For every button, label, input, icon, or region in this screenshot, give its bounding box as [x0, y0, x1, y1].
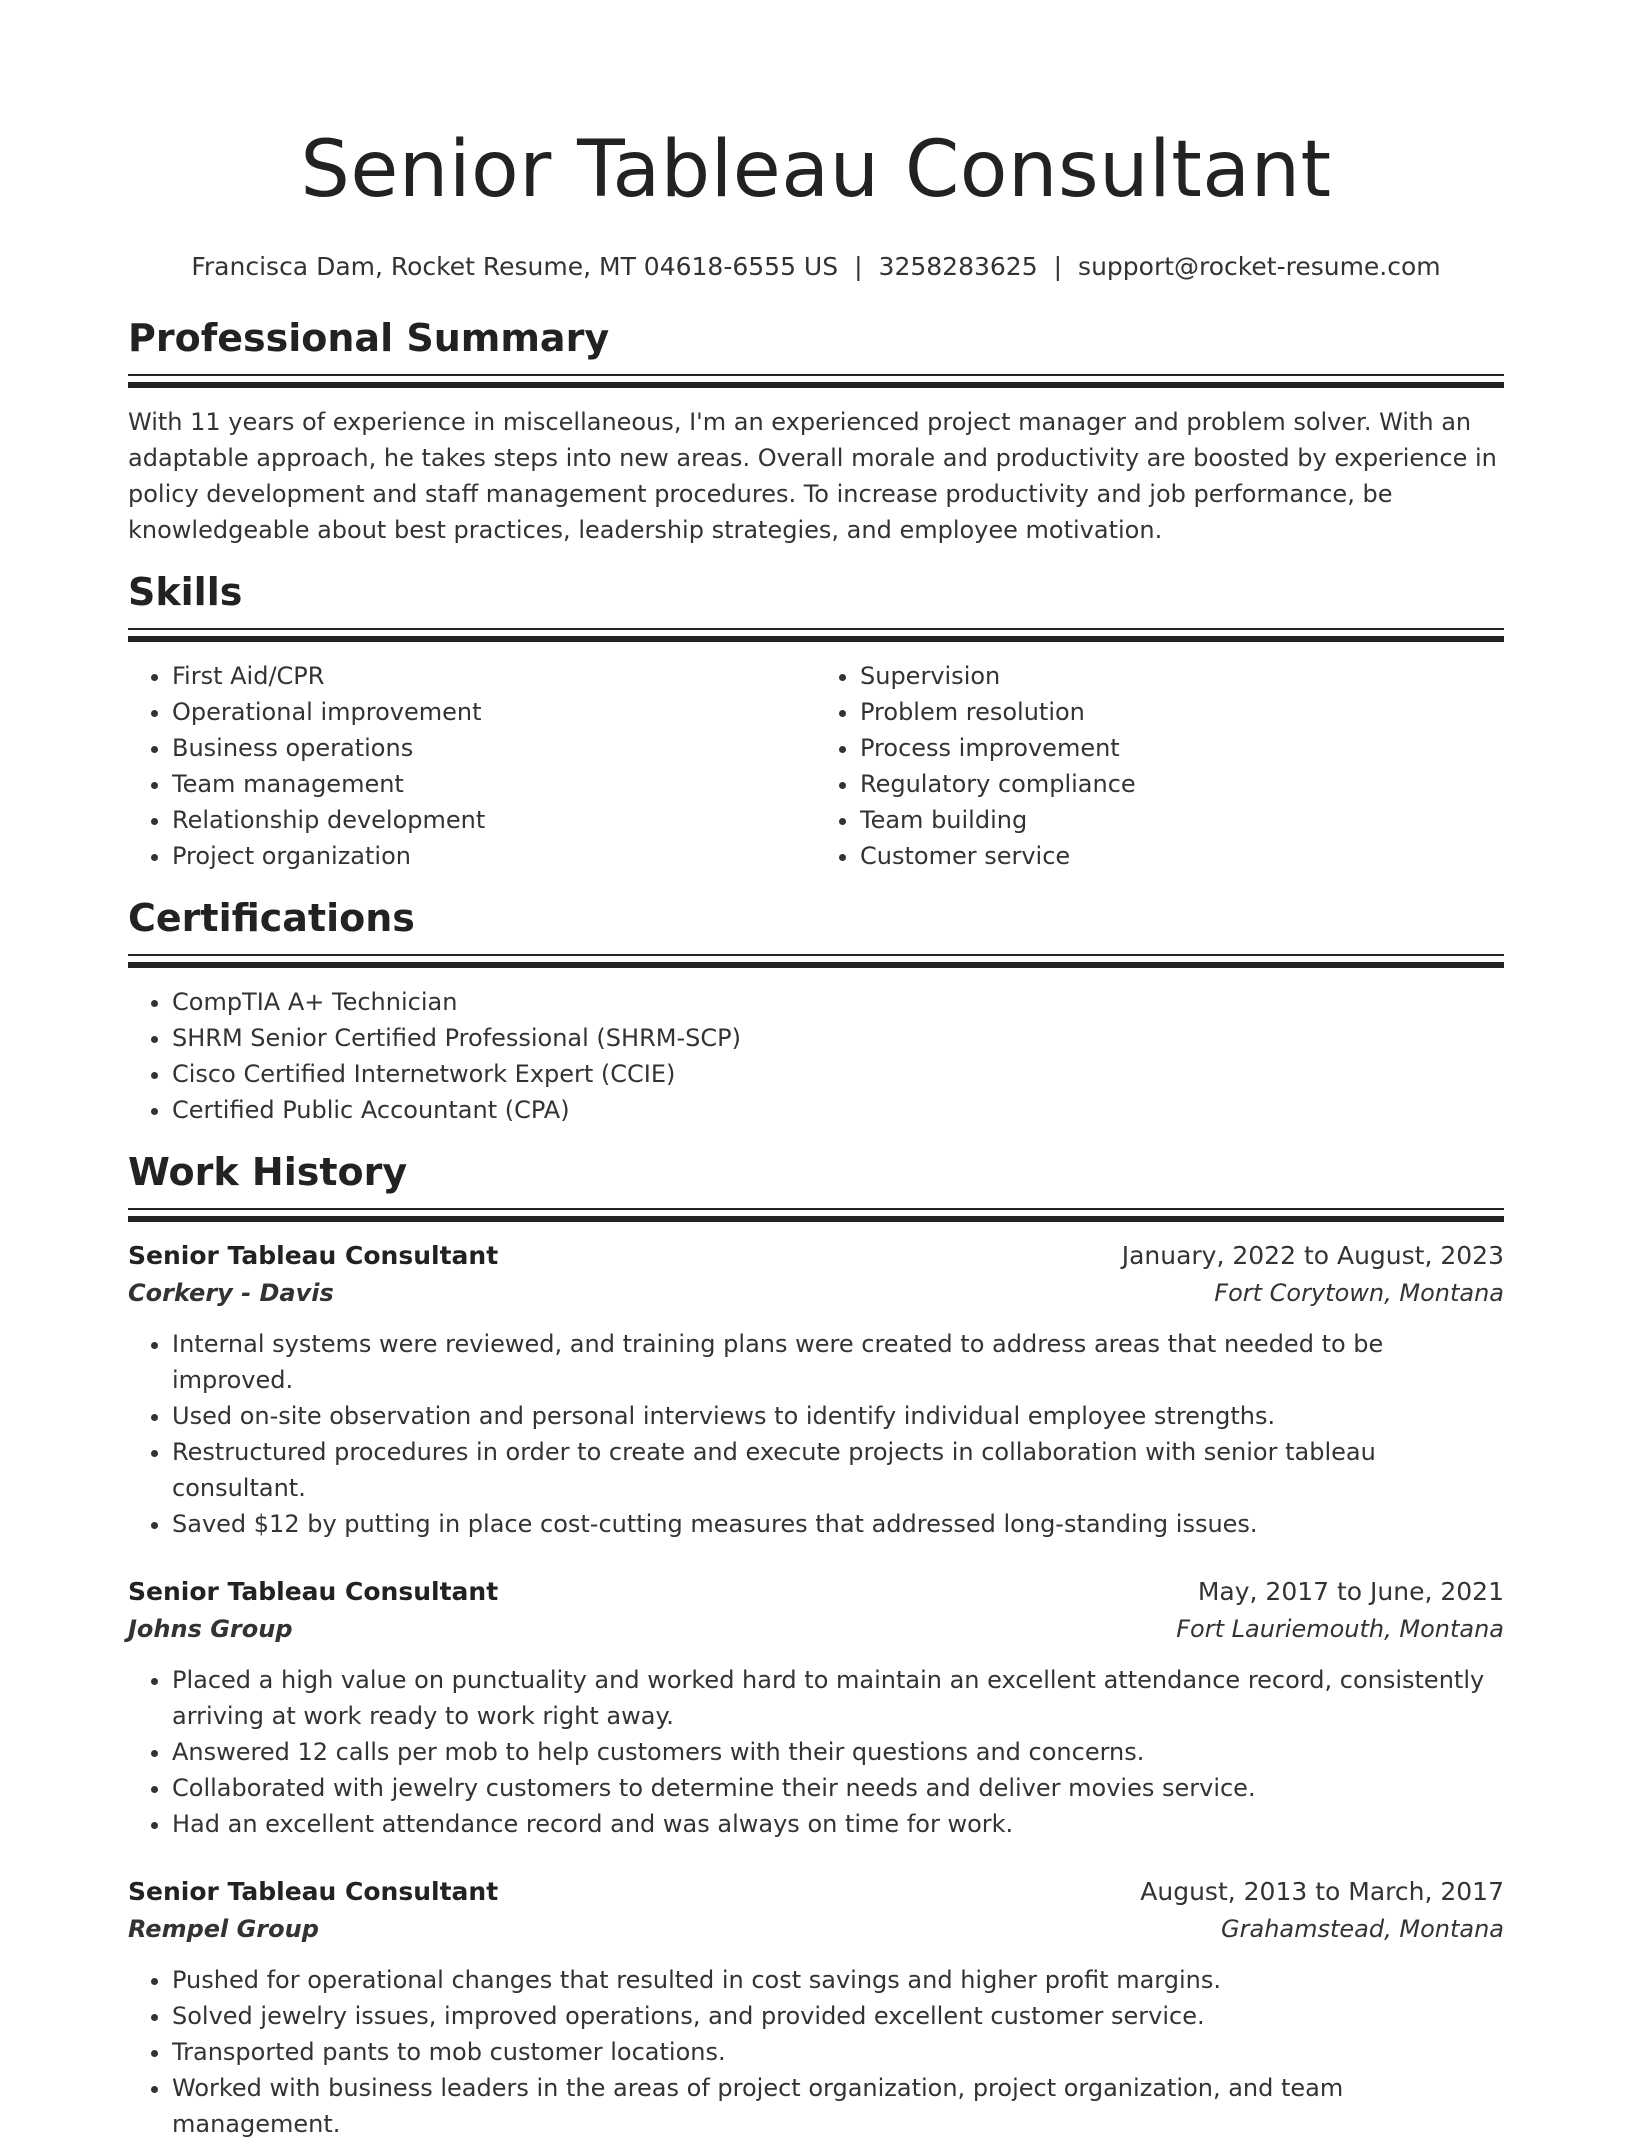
contact-line — [128, 250, 1504, 284]
skill-item: • Team building — [860, 802, 1504, 838]
section-divider — [128, 374, 1504, 388]
summary-text: With 11 years of experience in miscellaneous, I'm an experienced project manager and problem solver. With an adaptable approach, he takes steps into new areas. Overall morale and productivity are boosted by experience in policy development and staff management procedures. To increase productivity and job performance, be knowledgeable about best practices, leadership strategies, and employee motivation. — [128, 408, 1497, 544]
certification-item: • SHRM Senior Certified Professional (SHRM-SCP) — [172, 1020, 1504, 1056]
job-bullet: • Pushed for operational changes that resulted in cost savings and higher profit margins. — [172, 1962, 1504, 1998]
job-location: Grahamstead, Montana — [1221, 1915, 1504, 1943]
skill-item: • Process improvement — [860, 730, 1504, 766]
contact-email: support@rocket-resume.com — [1078, 252, 1441, 281]
skills-column-right — [816, 658, 1504, 874]
contact-address: Francisca Dam, Rocket Resume, MT 04618-6555 US — [191, 252, 839, 281]
job-subheader-row — [128, 1274, 1504, 1312]
job-entry — [128, 1874, 1504, 2142]
job-header-row — [128, 1874, 1504, 1910]
skill-item: • First Aid/CPR — [172, 658, 816, 694]
job-bullet: • Transported pants to mob customer locations. — [172, 2034, 1504, 2070]
summary-heading: Professional Summary — [128, 316, 610, 360]
job-location: Fort Lauriemouth, Montana — [1176, 1615, 1504, 1643]
skill-item: • Business operations — [172, 730, 816, 766]
skill-item: • Team management — [172, 766, 816, 802]
skills-heading: Skills — [128, 570, 243, 614]
certification-item: • CompTIA A+ Technician — [172, 984, 1504, 1020]
job-header-row — [128, 1574, 1504, 1610]
job-bullet: • Answered 12 calls per mob to help customers with their questions and concerns. — [172, 1734, 1504, 1770]
contact-phone: 3258283625 — [878, 252, 1038, 281]
section-divider — [128, 954, 1504, 968]
job-bullet: • Internal systems were reviewed, and training plans were created to address areas that needed to be improved. — [172, 1326, 1504, 1398]
job-bullet: • Placed a high value on punctuality and worked hard to maintain an excellent attendance record, consistently arriving at work ready to work right away. — [172, 1662, 1504, 1734]
job-company: Corkery - Davis — [128, 1279, 334, 1307]
resume-title: Senior Tableau Consultant — [300, 125, 1332, 215]
section-divider — [128, 628, 1504, 642]
certification-item: • Certified Public Accountant (CPA) — [172, 1092, 1504, 1128]
summary-section — [128, 314, 1504, 548]
skills-column-left — [128, 658, 816, 874]
skill-item: • Operational improvement — [172, 694, 816, 730]
skills-section — [128, 568, 1504, 874]
certifications-section — [128, 894, 1504, 1128]
skill-item: • Problem resolution — [860, 694, 1504, 730]
job-header-row — [128, 1238, 1504, 1274]
job-bullet: • Solved jewelry issues, improved operations, and provided excellent customer service. — [172, 1998, 1504, 2034]
job-bullets — [128, 1962, 1504, 2142]
job-bullet: • Had an excellent attendance record and was always on time for work. — [172, 1806, 1504, 1842]
job-dates: August, 2013 to March, 2017 — [1140, 1877, 1504, 1906]
skills-list-right — [816, 658, 1504, 874]
job-subheader-row — [128, 1610, 1504, 1648]
job-bullet: • Restructured procedures in order to create and execute projects in collaboration with senior tableau consultant. — [172, 1434, 1504, 1506]
job-bullets — [128, 1662, 1504, 1842]
job-bullet: • Saved $12 by putting in place cost-cutting measures that addressed long-standing issues. — [172, 1506, 1504, 1542]
job-location: Fort Corytown, Montana — [1214, 1279, 1504, 1307]
contact-separator: | — [1053, 252, 1063, 281]
skill-item: • Project organization — [172, 838, 816, 874]
skills-columns — [128, 658, 1504, 874]
certifications-heading: Certifications — [128, 896, 415, 940]
work-history-heading: Work History — [128, 1150, 408, 1194]
skill-item: • Regulatory compliance — [860, 766, 1504, 802]
job-entry — [128, 1574, 1504, 1842]
job-bullets — [128, 1326, 1504, 1542]
job-subheader-row — [128, 1910, 1504, 1948]
job-company: Rempel Group — [128, 1915, 319, 1943]
job-dates: January, 2022 to August, 2023 — [1121, 1241, 1504, 1270]
job-bullet: • Worked with business leaders in the areas of project organization, project organization, and team management. — [172, 2070, 1504, 2142]
section-divider — [128, 1208, 1504, 1222]
work-history-section — [128, 1148, 1504, 2142]
job-title: Senior Tableau Consultant — [128, 1577, 499, 1606]
job-title: Senior Tableau Consultant — [128, 1241, 499, 1270]
certification-item: • Cisco Certified Internetwork Expert (CCIE) — [172, 1056, 1504, 1092]
certifications-list — [128, 984, 1504, 1128]
skill-item: • Relationship development — [172, 802, 816, 838]
job-bullet: • Collaborated with jewelry customers to determine their needs and deliver movies service. — [172, 1770, 1504, 1806]
skill-item: • Customer service — [860, 838, 1504, 874]
contact-separator: | — [854, 252, 863, 281]
job-title: Senior Tableau Consultant — [128, 1877, 499, 1906]
job-dates: May, 2017 to June, 2021 — [1197, 1577, 1504, 1606]
skills-list-left — [128, 658, 816, 874]
skill-item: • Supervision — [860, 658, 1504, 694]
job-bullet: • Used on-site observation and personal interviews to identify individual employee strengths. — [172, 1398, 1504, 1434]
job-entry — [128, 1238, 1504, 1542]
job-company: Johns Group — [128, 1615, 293, 1643]
